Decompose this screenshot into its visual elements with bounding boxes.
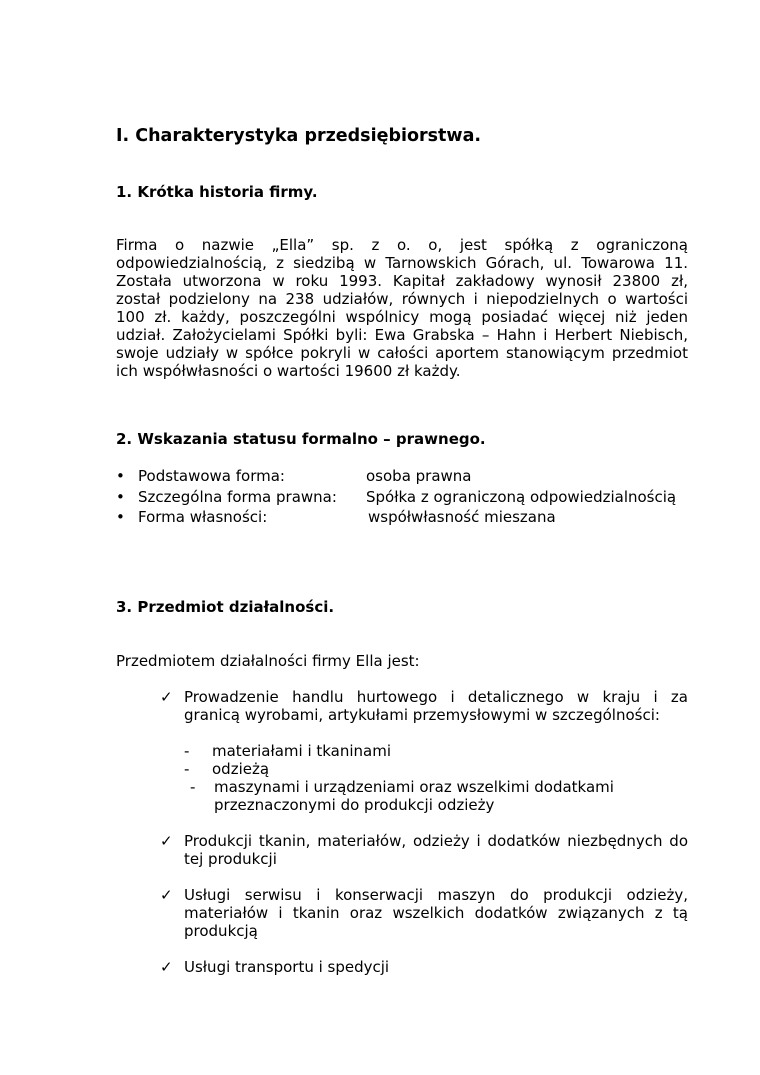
paragraph-line: udział. Założycielami Spółki byli: Ewa Grabska – Hahn i Herbert Niebisch,: [116, 326, 688, 344]
status-value: współwłasność mieszana: [368, 508, 556, 526]
status-value: osoba prawna: [366, 467, 472, 485]
activity-item: [160, 688, 688, 814]
activity-line: tej produkcji: [184, 850, 277, 868]
section-2-heading: 2. Wskazania statusu formalno – prawnego.: [116, 430, 486, 448]
paragraph-line: 100 zł. każdy, poszczególni wspólnicy mogą posiadać więcej niż jeden: [116, 308, 688, 326]
section-3-heading: 3. Przedmiot działalności.: [116, 598, 335, 616]
activity-line: granicą wyrobami, artykułami przemysłowymi w szczególności:: [184, 706, 660, 724]
paragraph-line: odpowiedzialnością, z siedzibą w Tarnowskich Górach, ul. Towarowa 11.: [116, 254, 688, 272]
sub-item-list: [184, 742, 688, 814]
dash-icon: -: [184, 742, 190, 760]
company-history-paragraph: [116, 236, 688, 380]
activity-list: [160, 688, 688, 976]
dash-icon: -: [184, 760, 190, 778]
activity-line: Usługi serwisu i konserwacji maszyn do produkcji odzieży,: [184, 886, 688, 904]
activity-item: [160, 958, 688, 976]
activity-line: materiałów i tkanin oraz wszelkich dodatków związanych z tą: [184, 904, 688, 922]
checkmark-icon: ✓: [160, 886, 173, 904]
dash-icon: -: [190, 778, 196, 796]
sub-item-text: maszynami i urządzeniami oraz wszelkimi dodatkami: [214, 778, 614, 796]
paragraph-line: został podzielony na 238 udziałów, równych i niepodzielnych o wartości: [116, 290, 688, 308]
activity-line: Produkcji tkanin, materiałów, odzieży i dodatków niezbędnych do: [184, 832, 688, 850]
sub-item: [184, 760, 688, 778]
activity-item: [160, 832, 688, 868]
status-value: Spółka z ograniczoną odpowiedzialnością: [366, 487, 677, 506]
activity-line: Prowadzenie handlu hurtowego i detalicznego w kraju i za: [184, 688, 688, 706]
sub-item: [184, 742, 688, 760]
section-1-heading: 1. Krótka historia firmy.: [116, 183, 318, 201]
paragraph-line: swoje udziały w spółce pokryli w całości aportem stanowiącym przedmiot: [116, 344, 688, 362]
sub-item-text: odzieżą: [212, 760, 270, 778]
status-label: Forma własności:: [138, 508, 268, 526]
activity-line: Usługi transportu i spedycji: [184, 958, 390, 976]
document-title: I. Charakterystyka przedsiębiorstwa.: [116, 126, 482, 146]
bullet-icon: •: [116, 467, 125, 485]
sub-item: [184, 778, 688, 814]
status-label: Szczególna forma prawna:: [138, 487, 337, 506]
sub-item-text: materiałami i tkaninami: [212, 742, 392, 760]
paragraph-line: Została utworzona w roku 1993. Kapitał zakładowy wynosił 23800 zł,: [116, 272, 688, 290]
status-label: Podstawowa forma:: [138, 467, 285, 485]
activity-item: [160, 886, 688, 940]
checkmark-icon: ✓: [160, 832, 173, 850]
paragraph-line: Firma o nazwie „Ella” sp. z o. o, jest spółką z ograniczoną: [116, 236, 688, 254]
checkmark-icon: ✓: [160, 958, 173, 976]
activity-line: produkcją: [184, 922, 258, 940]
sub-item-continuation: przeznaczonymi do produkcji odzieży: [214, 796, 495, 814]
activity-intro: Przedmiotem działalności firmy Ella jest:: [116, 652, 420, 670]
bullet-icon: •: [116, 508, 125, 526]
checkmark-icon: ✓: [160, 688, 173, 706]
bullet-icon: •: [116, 487, 125, 506]
paragraph-line: ich współwłasności o wartości 19600 zł każdy.: [116, 362, 461, 380]
